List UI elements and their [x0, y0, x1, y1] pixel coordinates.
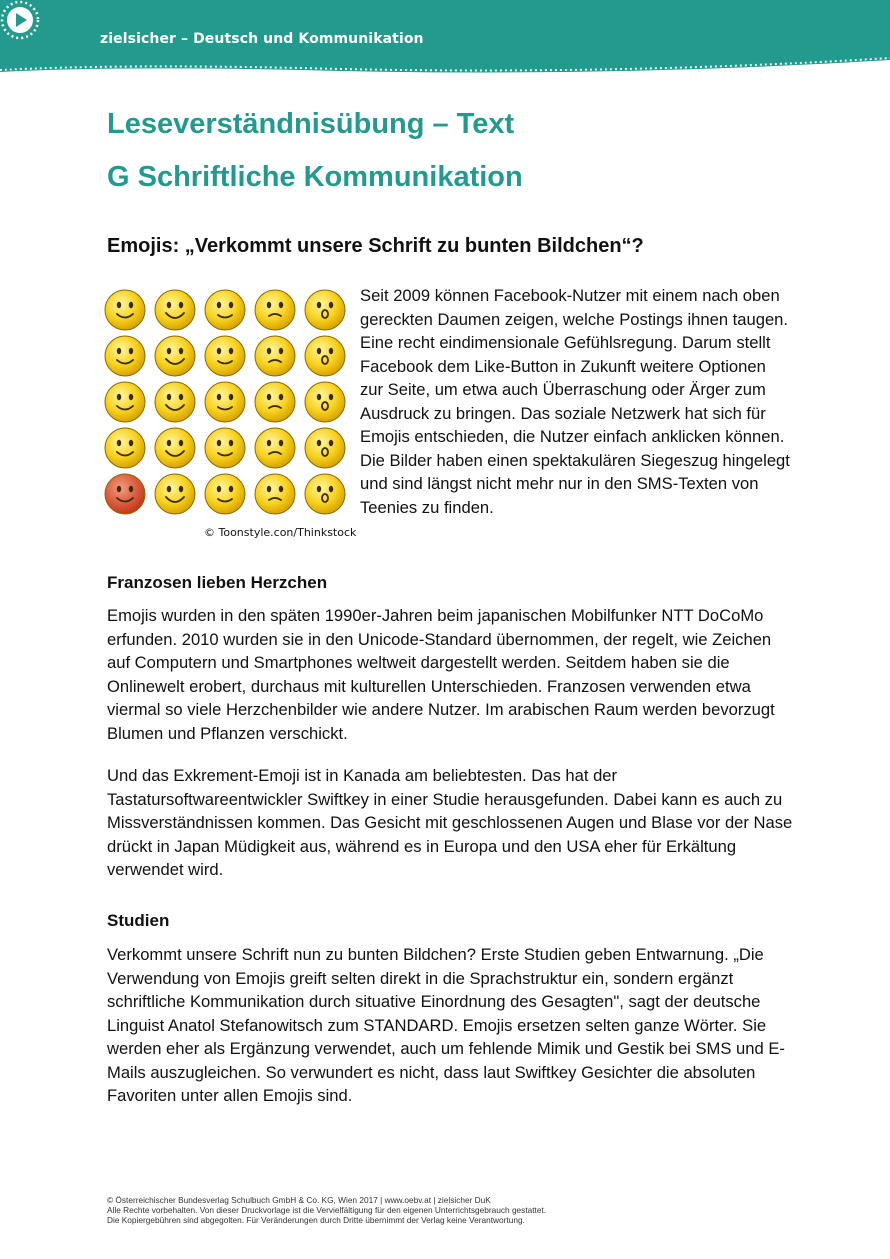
emoji-face-icon [105, 336, 145, 376]
emoji-face-icon [255, 428, 295, 468]
footer-line: Alle Rechte vorbehalten. Von dieser Druckvorlage ist die Vervielfältigung für den eigenen Unterrichtsgebrauch gestattet. [107, 1205, 547, 1215]
emoji-face-icon [155, 336, 195, 376]
emoji-face-icon [155, 382, 195, 422]
footer-copyright [107, 1195, 546, 1225]
page-title: Leseverständnisübung – Text [107, 108, 515, 140]
emoji-face-icon [305, 382, 345, 422]
header-banner [0, 0, 890, 78]
paragraph: Verkommt unsere Schrift nun zu bunten Bildchen? Erste Studien geben Entwarnung. „Die Verwendung von Emojis greift selten direkt in die Sprachstruktur ein, sondern ergänzt schriftliche Kommunikation durch situative Einordnung des Gesagten", sagt der deutsche Linguist Anatol Stefanowitsch zum STANDARD. Emojis ersetzen selten ganze Wörter. Sie werden eher als Ergänzung verwendet, auch um fehlende Mimik und Gestik bei SMS und E-Mails auszugleichen. So verwundert es nicht, dass laut Swiftkey Gesichter die absoluten Favoriten unter allen Emojis sind. [107, 945, 785, 1105]
paragraph: Und das Exkrement-Emoji ist in Kanada am beliebtesten. Das hat der Tastatursoftwareentwickler Swiftkey in einer Studie herausgefunden. Dabei kann es auch zu Missverständnissen kommen. Das Gesicht mit geschlossenen Augen und Blase vor der Nase drückt in Japan Müdigkeit aus, während es in Europa und den USA eher für Erkältung verwendet wird. [107, 766, 793, 879]
emoji-face-icon [255, 382, 295, 422]
section-heading-studien: Studien [107, 911, 170, 930]
footer-line: © Österreichischer Bundesverlag Schulbuch GmbH & Co. KG, Wien 2017 | www.oebv.at | zielsicher DuK [107, 1195, 491, 1205]
emoji-face-icon [105, 474, 145, 514]
emoji-face-icon [205, 382, 245, 422]
emoji-face-icon [155, 290, 195, 330]
emoji-face-icon [305, 474, 345, 514]
emoji-face-icon [305, 428, 345, 468]
footer-line: Die Kopiergebühren sind abgegolten. Für Veränderungen durch Dritte übernimmt der Verlag keine Verantwortung. [107, 1215, 525, 1225]
brand-name: zielsicher – Deutsch und Kommunikation [100, 31, 424, 47]
paragraph: Emojis wurden in den späten 1990er-Jahren beim japanischen Mobilfunker NTT DoCoMo erfunden. 2010 wurden sie in den Unicode-Standard übernommen, der regelt, wie Zeichen auf Computern und Smartphones weltweit dargestellt werden. Seitdem haben sie die Onlinewelt erobert, durchaus mit kulturellen Unterschieden. Franzosen verwenden etwa viermal so viele Herzchenbilder wie andere Nutzer. Im arabischen Raum werden bevorzugt Blumen und Pflanzen verschickt. [107, 606, 775, 743]
emoji-face-icon [205, 474, 245, 514]
emoji-face-icon [255, 474, 295, 514]
emoji-face-icon [155, 428, 195, 468]
page-subtitle: G Schriftliche Kommunikation [107, 161, 523, 193]
image-credit: © Toonstyle.con/Thinkstock [204, 526, 357, 539]
play-logo-icon [0, 0, 40, 40]
emoji-face-icon [105, 382, 145, 422]
section-heading-herzchen: Franzosen lieben Herzchen [107, 573, 328, 592]
emoji-face-icon [305, 336, 345, 376]
emoji-face-icon [255, 290, 295, 330]
emoji-face-icon [205, 290, 245, 330]
emoji-face-icon [255, 336, 295, 376]
emoji-face-icon [205, 428, 245, 468]
intro-paragraph: Seit 2009 können Facebook-Nutzer mit einem nach oben gereckten Daumen zeigen, welche Postings ihnen taugen. Eine recht eindimensionale Gefühlsregung. Darum stellt Facebook dem Like-Button in Zukunft weitere Optionen zur Seite, um etwa auch Überraschung oder Ärger zum Ausdruck zu bringen. Das soziale Netzwerk hat sich für Emojis entschieden, die Nutzer einfach anklicken können. Die Bilder haben einen spektakulären Siegeszug hingelegt und sind längst nicht mehr nur in den SMS-Texten von Teenies zu finden. [360, 286, 790, 517]
emoji-face-icon [105, 428, 145, 468]
article-heading: Emojis: „Verkommt unsere Schrift zu bunten Bildchen“? [107, 235, 644, 257]
emoji-face-icon [105, 290, 145, 330]
emoji-faces-image [104, 289, 346, 515]
emoji-face-icon [205, 336, 245, 376]
emoji-face-icon [305, 290, 345, 330]
emoji-face-icon [155, 474, 195, 514]
